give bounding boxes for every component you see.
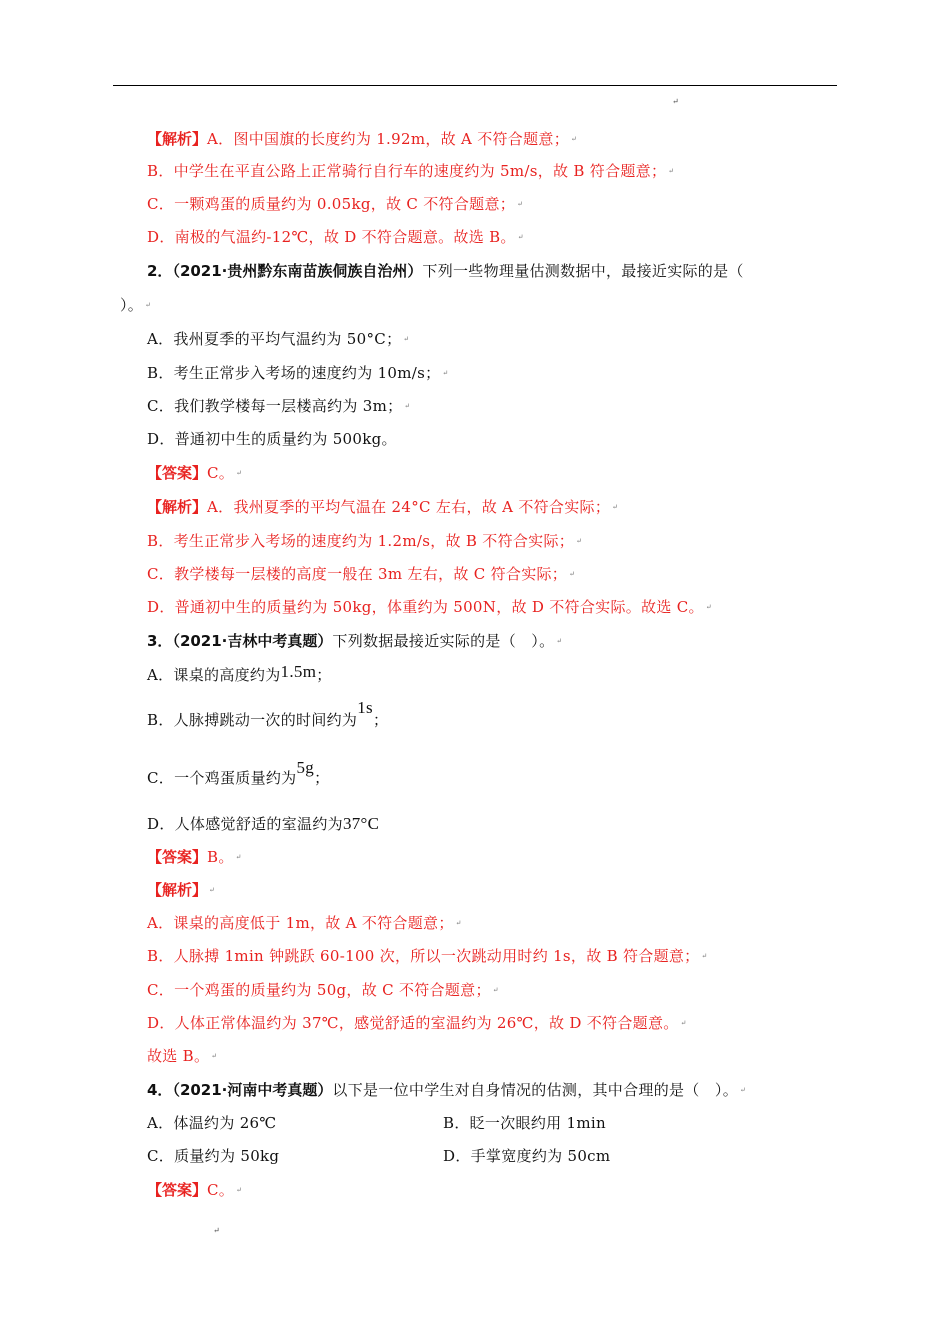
q4-option-d: D．手掌宽度约为 50cm bbox=[443, 1147, 611, 1165]
q4-option-a: A．体温约为 26℃ bbox=[147, 1114, 277, 1132]
q2-option-d: D．普通初中生的质量约为 500kg。 bbox=[147, 430, 397, 448]
q3-analysis-b: B．人脉搏 1min 钟跳跃 60-100 次，所以一次跳动用时约 1s，故 B 符合题意； ↵ bbox=[147, 947, 708, 965]
q1-analysis-c: C．一颗鸡蛋的质量约为 0.05kg，故 C 不符合题意； ↵ bbox=[147, 195, 524, 213]
header-mark: ↵ bbox=[672, 97, 679, 106]
q2-analysis-a: 【解析】A．我州夏季的平均气温在 24°C 左右，故 A 不符合实际； ↵ bbox=[147, 498, 619, 516]
q2-stem: 2．（2021·贵州黔东南苗族侗族自治州）下列一些物理量估测数据中，最接近实际的是（ bbox=[147, 262, 744, 280]
q4-stem: 4．（2021·河南中考真题）以下是一位中学生对自身情况的估测，其中合理的是（ ）。 ↵ bbox=[147, 1081, 747, 1099]
q3-option-a: A．课桌的高度约为1.5m； bbox=[147, 662, 332, 684]
q3-answer: 【答案】B。 ↵ bbox=[147, 848, 242, 866]
q3-analysis-d: D．人体正常体温约为 37℃，感觉舒适的室温约为 26℃，故 D 不符合题意。 ↵ bbox=[147, 1014, 687, 1032]
q2-option-b: B．考生正常步入考场的速度约为 10m/s； ↵ bbox=[147, 364, 449, 382]
q2-option-c: C．我们教学楼每一层楼高约为 3m； ↵ bbox=[147, 397, 411, 415]
q3-stem: 3．（2021·吉林中考真题）下列数据最接近实际的是（ ）。 ↵ bbox=[147, 632, 563, 650]
q1-analysis-a: 【解析】A．图中国旗的长度约为 1.92m，故 A 不符合题意； ↵ bbox=[147, 130, 578, 148]
q2-analysis-c: C．教学楼每一层楼的高度一般在 3m 左右，故 C 符合实际； ↵ bbox=[147, 565, 576, 583]
q4-option-b: B．眨一次眼约用 1min bbox=[443, 1114, 606, 1132]
footer-mark: ↵ bbox=[213, 1226, 220, 1235]
q3-analysis-tag: 【解析】 ↵ bbox=[147, 881, 216, 899]
q3-analysis-a: A．课桌的高度低于 1m，故 A 不符合题意； ↵ bbox=[147, 914, 462, 932]
q3-option-c: C．一个鸡蛋质量约为5g； bbox=[147, 758, 330, 787]
header-rule bbox=[113, 85, 837, 86]
q1-analysis-d: D．南极的气温约-12℃，故 D 不符合题意。故选 B。 ↵ bbox=[147, 228, 524, 246]
q2-option-a: A．我州夏季的平均气温约为 50°C； ↵ bbox=[147, 330, 410, 348]
q4-option-c: C．质量约为 50kg bbox=[147, 1147, 280, 1165]
q3-option-b: B．人脉搏跳动一次的时间约为1s； bbox=[147, 698, 389, 729]
q3-option-d: D．人体感觉舒适的室温约为37°C bbox=[147, 814, 380, 833]
q2-analysis-b: B．考生正常步入考场的速度约为 1.2m/s，故 B 不符合实际； ↵ bbox=[147, 532, 583, 550]
q2-analysis-d: D．普通初中生的质量约为 50kg，体重约为 500N，故 D 不符合实际。故选 C。 ↵ bbox=[147, 598, 712, 616]
q2-answer: 【答案】C。 ↵ bbox=[147, 464, 243, 482]
q1-analysis-b: B．中学生在平直公路上正常骑行自行车的速度约为 5m/s，故 B 符合题意； ↵ bbox=[147, 162, 675, 180]
q3-analysis-end: 故选 B。 ↵ bbox=[147, 1047, 218, 1065]
q4-answer: 【答案】C。 ↵ bbox=[147, 1181, 243, 1199]
q3-analysis-c: C．一个鸡蛋的质量约为 50g，故 C 不符合题意； ↵ bbox=[147, 981, 499, 999]
q2-stem-cont: ）。 ↵ bbox=[120, 296, 152, 314]
